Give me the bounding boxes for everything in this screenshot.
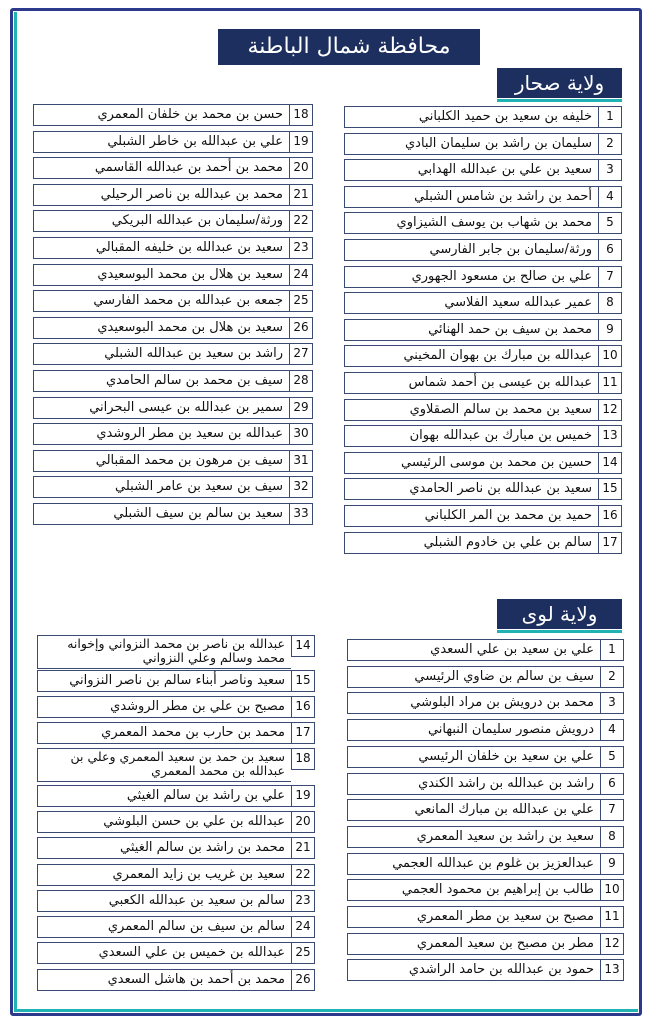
- row-number: 21: [291, 837, 315, 859]
- row-number: 12: [598, 399, 622, 421]
- person-name: سعيد بن سالم بن سيف الشبلي: [33, 503, 289, 525]
- row-number: 26: [291, 969, 315, 991]
- person-name: سالم بن سعيد بن عبدالله الكعبي: [37, 890, 291, 912]
- row-number: 1: [598, 106, 622, 128]
- list-item: [344, 372, 622, 394]
- person-name: مصبح بن سعيد بن مطر المعمري: [347, 906, 600, 928]
- person-name: علي بن سعيد بن علي السعدي: [347, 639, 600, 661]
- list-item: [33, 423, 313, 445]
- person-name: سعيد بن راشد بن سعيد المعمري: [347, 826, 600, 848]
- person-name: عبدالله بن مبارك بن بهوان المخيني: [344, 345, 598, 367]
- row-number: 15: [291, 670, 315, 692]
- list-item: [37, 670, 315, 692]
- row-number: 4: [598, 186, 622, 208]
- row-number: 4: [600, 719, 624, 741]
- list-item: [33, 397, 313, 419]
- person-name: طالب بن إبراهيم بن محمود العجمي: [347, 879, 600, 901]
- row-number: 5: [600, 746, 624, 768]
- person-name: سيف بن سالم بن ضاوي الرئيسي: [347, 666, 600, 688]
- row-number: 6: [600, 773, 624, 795]
- row-number: 22: [289, 210, 313, 232]
- person-name: سعيد بن عبدالله بن خليفه المقبالي: [33, 237, 289, 259]
- person-name: سمير بن عبدالله بن عيسى البحراني: [33, 397, 289, 419]
- list-item: [33, 184, 313, 206]
- row-number: 25: [291, 942, 315, 964]
- row-number: 20: [291, 811, 315, 833]
- list-item: [344, 505, 622, 527]
- row-number: 26: [289, 317, 313, 339]
- list-item: [37, 864, 315, 886]
- list-item: [347, 906, 624, 928]
- section-title-sohar: ولاية صحار: [497, 68, 622, 98]
- list-item: [344, 425, 622, 447]
- row-number: 12: [600, 933, 624, 955]
- person-name: حمود بن عبدالله بن حامد الراشدي: [347, 959, 600, 981]
- list-item: [344, 106, 622, 128]
- list-item: [344, 292, 622, 314]
- row-number: 1: [600, 639, 624, 661]
- person-name: درويش منصور سليمان النبهاني: [347, 719, 600, 741]
- list-item: [347, 799, 624, 821]
- person-name: ورثة/سليمان بن جابر الفارسي: [344, 239, 598, 261]
- person-name: مصبح بن علي بن مطر الروشدي: [37, 696, 291, 718]
- row-number: 23: [289, 237, 313, 259]
- person-name: سعيد بن هلال بن محمد البوسعيدي: [33, 317, 289, 339]
- list-item: [344, 345, 622, 367]
- list-item: [344, 266, 622, 288]
- person-name: عبدالله بن عيسى بن أحمد شماس: [344, 372, 598, 394]
- list-item: [33, 503, 313, 525]
- list-item: [33, 104, 313, 126]
- list-item: [344, 319, 622, 341]
- list-item: [347, 773, 624, 795]
- list-item: [33, 237, 313, 259]
- row-number: 3: [600, 692, 624, 714]
- list-item: [33, 157, 313, 179]
- row-number: 31: [289, 450, 313, 472]
- person-name: سعيد بن محمد بن سالم الصقلاوي: [344, 399, 598, 421]
- list-item: [347, 746, 624, 768]
- person-name: ورثة/سليمان بن عبدالله البريكي: [33, 210, 289, 232]
- person-name: عمير عبدالله سعيد الفلاسي: [344, 292, 598, 314]
- row-number: 17: [291, 722, 315, 744]
- list-item: [37, 722, 315, 744]
- list-item: [347, 826, 624, 848]
- list-item: [344, 239, 622, 261]
- list-item: [347, 933, 624, 955]
- person-name: علي بن سعيد بن خلفان الرئيسي: [347, 746, 600, 768]
- list-item: [33, 317, 313, 339]
- person-name: جمعه بن عبدالله بن محمد الفارسي: [33, 290, 289, 312]
- person-name: محمد بن درويش بن مراد البلوشي: [347, 692, 600, 714]
- row-number: 7: [598, 266, 622, 288]
- person-name: عبدالله بن علي بن حسن البلوشي: [37, 811, 291, 833]
- row-number: 11: [600, 906, 624, 928]
- row-number: 28: [289, 370, 313, 392]
- row-number: 9: [598, 319, 622, 341]
- person-name: سيف بن مرهون بن محمد المقبالي: [33, 450, 289, 472]
- list-item: [347, 719, 624, 741]
- person-name: سليمان بن راشد بن سليمان البادي: [344, 133, 598, 155]
- person-name: محمد بن أحمد بن عبدالله القاسمي: [33, 157, 289, 179]
- list-item: [347, 959, 624, 981]
- person-name: محمد بن عبدالله بن ناصر الرحيلي: [33, 184, 289, 206]
- person-name: راشد بن سعيد بن عبدالله الشبلي: [33, 343, 289, 365]
- row-number: 23: [291, 890, 315, 912]
- list-item: [344, 532, 622, 554]
- person-name: سالم بن سيف بن سالم المعمري: [37, 916, 291, 938]
- row-number: 20: [289, 157, 313, 179]
- list-item: [347, 639, 624, 661]
- person-name: سالم بن علي بن خادوم الشبلي: [344, 532, 598, 554]
- person-name: محمد بن أحمد بن هاشل السعدي: [37, 969, 291, 991]
- row-number: 13: [600, 959, 624, 981]
- row-number: 3: [598, 159, 622, 181]
- row-number: 9: [600, 853, 624, 875]
- list-item: [344, 159, 622, 181]
- row-number: 18: [291, 748, 315, 770]
- person-name: محمد بن سيف بن حمد الهنائي: [344, 319, 598, 341]
- row-number: 13: [598, 425, 622, 447]
- list-item: [347, 853, 624, 875]
- row-number: 2: [598, 133, 622, 155]
- list-item: [37, 785, 315, 807]
- list-item: [33, 450, 313, 472]
- row-number: 19: [291, 785, 315, 807]
- row-number: 27: [289, 343, 313, 365]
- person-name: راشد بن عبدالله بن راشد الكندي: [347, 773, 600, 795]
- row-number: 16: [291, 696, 315, 718]
- row-number: 8: [598, 292, 622, 314]
- person-name: علي بن عبدالله بن مبارك المانعي: [347, 799, 600, 821]
- person-name: محمد بن حارب بن محمد المعمري: [37, 722, 291, 744]
- person-name: سعيد بن عبدالله بن ناصر الحامدي: [344, 478, 598, 500]
- row-number: 29: [289, 397, 313, 419]
- list-item: [37, 696, 315, 718]
- person-name: مطر بن مصبح بن سعيد المعمري: [347, 933, 600, 955]
- row-number: 7: [600, 799, 624, 821]
- row-number: 17: [598, 532, 622, 554]
- row-number: 11: [598, 372, 622, 394]
- person-name: سعيد بن علي بن عبدالله الهدابي: [344, 159, 598, 181]
- row-number: 16: [598, 505, 622, 527]
- row-number: 19: [289, 131, 313, 153]
- person-name: سيف بن محمد بن سالم الحامدي: [33, 370, 289, 392]
- person-name: عبدالله بن سعيد بن مطر الروشدي: [33, 423, 289, 445]
- person-name: سعيد بن غريب بن زايد المعمري: [37, 864, 291, 886]
- person-name: محمد بن شهاب بن يوسف الشيزاوي: [344, 212, 598, 234]
- list-item: [37, 837, 315, 859]
- person-name: حسن بن محمد بن خلفان المعمري: [33, 104, 289, 126]
- list-item: [33, 343, 313, 365]
- list-item: [344, 399, 622, 421]
- row-number: 10: [598, 345, 622, 367]
- section-title-liwa: ولاية لوى: [497, 599, 622, 629]
- person-name: سعيد بن حمد بن سعيد المعمري وعلي بن عبدالله بن محمد المعمري: [37, 748, 291, 782]
- person-name: علي بن عبدالله بن خاطر الشبلي: [33, 131, 289, 153]
- person-name: خميس بن مبارك بن عبدالله بهوان: [344, 425, 598, 447]
- person-name: علي بن راشد بن سالم الغيثي: [37, 785, 291, 807]
- person-name: أحمد بن راشد بن شامس الشبلي: [344, 186, 598, 208]
- row-number: 6: [598, 239, 622, 261]
- list-item: [33, 210, 313, 232]
- list-item: [37, 942, 315, 964]
- list-item: [37, 916, 315, 938]
- list-item: [344, 212, 622, 234]
- row-number: 14: [291, 635, 315, 657]
- person-name: سيف بن سعيد بن عامر الشبلي: [33, 476, 289, 498]
- row-number: 24: [289, 264, 313, 286]
- list-item: [347, 879, 624, 901]
- row-number: 2: [600, 666, 624, 688]
- person-name: عبدالله بن خميس بن علي السعدي: [37, 942, 291, 964]
- list-item: [347, 692, 624, 714]
- list-item: [344, 478, 622, 500]
- page-title: محافظة شمال الباطنة: [218, 29, 480, 65]
- person-name: حميد بن محمد بن المر الكلباني: [344, 505, 598, 527]
- row-number: 21: [289, 184, 313, 206]
- row-number: 30: [289, 423, 313, 445]
- person-name: عبدالعزيز بن غلوم بن عبدالله العجمي: [347, 853, 600, 875]
- person-name: سعيد بن هلال بن محمد البوسعيدي: [33, 264, 289, 286]
- person-name: علي بن صالح بن مسعود الجهوري: [344, 266, 598, 288]
- person-name: سعيد وناصر أبناء سالم بن ناصر النزواني: [37, 670, 291, 692]
- list-item: [37, 890, 315, 912]
- list-item: [344, 452, 622, 474]
- row-number: 24: [291, 916, 315, 938]
- list-item: [37, 811, 315, 833]
- list-item: [347, 666, 624, 688]
- row-number: 32: [289, 476, 313, 498]
- list-item: [33, 370, 313, 392]
- row-number: 18: [289, 104, 313, 126]
- list-item: [37, 635, 315, 669]
- list-item: [33, 264, 313, 286]
- row-number: 8: [600, 826, 624, 848]
- person-name: خليفه بن سعيد بن حميد الكلباني: [344, 106, 598, 128]
- row-number: 14: [598, 452, 622, 474]
- row-number: 10: [600, 879, 624, 901]
- row-number: 5: [598, 212, 622, 234]
- row-number: 15: [598, 478, 622, 500]
- list-item: [37, 748, 315, 782]
- row-number: 25: [289, 290, 313, 312]
- person-name: عبدالله بن ناصر بن محمد النزواني وإخوانه محمد وسالم وعلي النزواني: [37, 635, 291, 669]
- list-item: [33, 290, 313, 312]
- row-number: 22: [291, 864, 315, 886]
- row-number: 33: [289, 503, 313, 525]
- person-name: محمد بن راشد بن سالم الغيثي: [37, 837, 291, 859]
- list-item: [344, 133, 622, 155]
- person-name: حسين بن محمد بن موسى الرئيسي: [344, 452, 598, 474]
- list-item: [33, 476, 313, 498]
- list-item: [37, 969, 315, 991]
- list-item: [33, 131, 313, 153]
- list-item: [344, 186, 622, 208]
